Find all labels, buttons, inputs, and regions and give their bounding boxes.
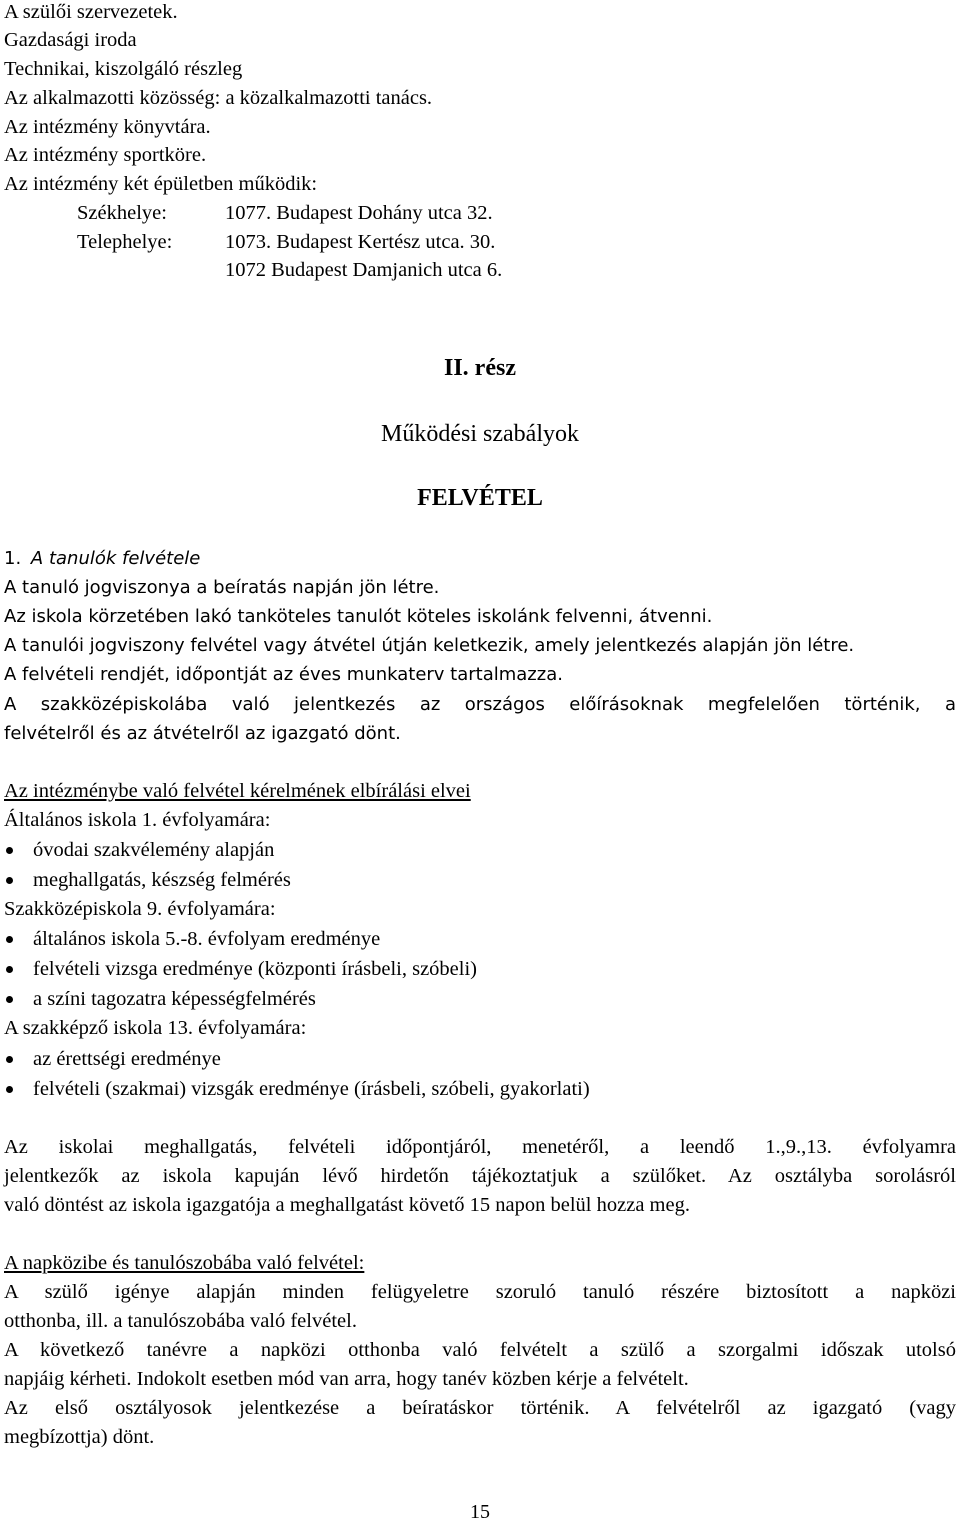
section1-line-2: Az iskola körzetében lakó tanköteles tanulót köteles iskolánk felvenni, átvenni. xyxy=(4,606,713,627)
part-subtitle: Működési szabályok xyxy=(381,421,579,447)
top-line-2: Gazdasági iroda xyxy=(4,29,137,51)
daycare-p1-line-2: otthonba, ill. a tanulószobába való felvétel. xyxy=(4,1310,357,1332)
daycare-p2-line-2: napjáig kérheti. Indokolt esetben mód van arra, hogy tanév közben kérje a felvételt. xyxy=(4,1368,689,1390)
top-line-7: Az intézmény két épületben működik: xyxy=(4,173,318,195)
criteria-group2-label: Szakközépiskola 9. évfolyamára: xyxy=(4,898,276,920)
seat-label: Székhelye: xyxy=(77,202,167,224)
bullet-icon xyxy=(6,847,13,854)
section1-para-line-1: A szakközépiskolába való jelentkezés az országos előírásoknak megfelelően történik, a xyxy=(4,694,956,715)
site-value-1: 1073. Budapest Kertész utca. 30. xyxy=(225,231,496,253)
top-line-6: Az intézmény sportköre. xyxy=(4,144,207,166)
top-line-5: Az intézmény könyvtára. xyxy=(4,116,211,138)
bullet-icon xyxy=(6,996,13,1003)
section1-line-4: A felvételi rendjét, időpontját az éves munkaterv tartalmazza. xyxy=(4,664,563,685)
section1-para-line-2: felvételről és az átvételről az igazgató dönt. xyxy=(4,723,401,744)
info-line-2: jelentkezők az iskola kapuján lévő hirdetőn tájékoztatjuk a szülőket. Az osztályba sorolásról xyxy=(4,1165,956,1187)
criteria-group1-label: Általános iskola 1. évfolyamára: xyxy=(4,809,271,831)
info-line-3: való döntést az iskola igazgatója a meghallgatást követő 15 napon belül hozza meg. xyxy=(4,1194,690,1216)
section1-title: A tanulók felvétele xyxy=(30,548,201,569)
page-number: 15 xyxy=(470,1501,490,1523)
criteria-group3-label: A szakképző iskola 13. évfolyamára: xyxy=(4,1017,307,1039)
site-value-2: 1072 Budapest Damjanich utca 6. xyxy=(225,259,503,281)
criteria-heading: Az intézménybe való felvétel kérelmének elbírálási elvei xyxy=(4,780,471,802)
top-line-1: A szülői szervezetek. xyxy=(4,1,178,23)
site-label: Telephelye: xyxy=(77,231,173,253)
part-title: II. rész xyxy=(444,355,516,381)
top-line-4: Az alkalmazotti közösség: a közalkalmazotti tanács. xyxy=(4,87,433,109)
section1-heading xyxy=(4,547,200,571)
bullet-icon xyxy=(6,1056,13,1063)
part-heading: FELVÉTEL xyxy=(417,485,543,511)
info-line-1: Az iskolai meghallgatás, felvételi időpontjáról, menetéről, a leendő 1.,9.,13. évfolyamra xyxy=(4,1136,956,1158)
daycare-p1-line-1: A szülő igénye alapján minden felügyeletre szoruló tanuló részére biztosított a napközi xyxy=(4,1281,956,1303)
daycare-p3-line-1: Az első osztályosok jelentkezése a beíratáskor történik. A felvételről az igazgató (vagy xyxy=(4,1397,956,1419)
top-line-3: Technikai, kiszolgáló részleg xyxy=(4,58,243,80)
daycare-p3-line-2: megbízottja) dönt. xyxy=(4,1426,155,1448)
bullet-icon xyxy=(6,877,13,884)
section1-number: 1. xyxy=(4,548,22,569)
section1-line-3: A tanulói jogviszony felvétel vagy átvétel útján keletkezik, amely jelentkezés alapján jön létre. xyxy=(4,635,855,656)
section1-line-1: A tanuló jogviszonya a beíratás napján jön létre. xyxy=(4,577,440,598)
bullet-icon xyxy=(6,936,13,943)
daycare-heading: A napközibe és tanulószobába való felvétel: xyxy=(4,1252,365,1274)
bullet-icon xyxy=(6,1086,13,1093)
daycare-p2-line-1: A következő tanévre a napközi otthonba való felvételt a szülő a szorgalmi időszak utolsó xyxy=(4,1339,956,1361)
seat-value: 1077. Budapest Dohány utca 32. xyxy=(225,202,493,224)
bullet-icon xyxy=(6,966,13,973)
